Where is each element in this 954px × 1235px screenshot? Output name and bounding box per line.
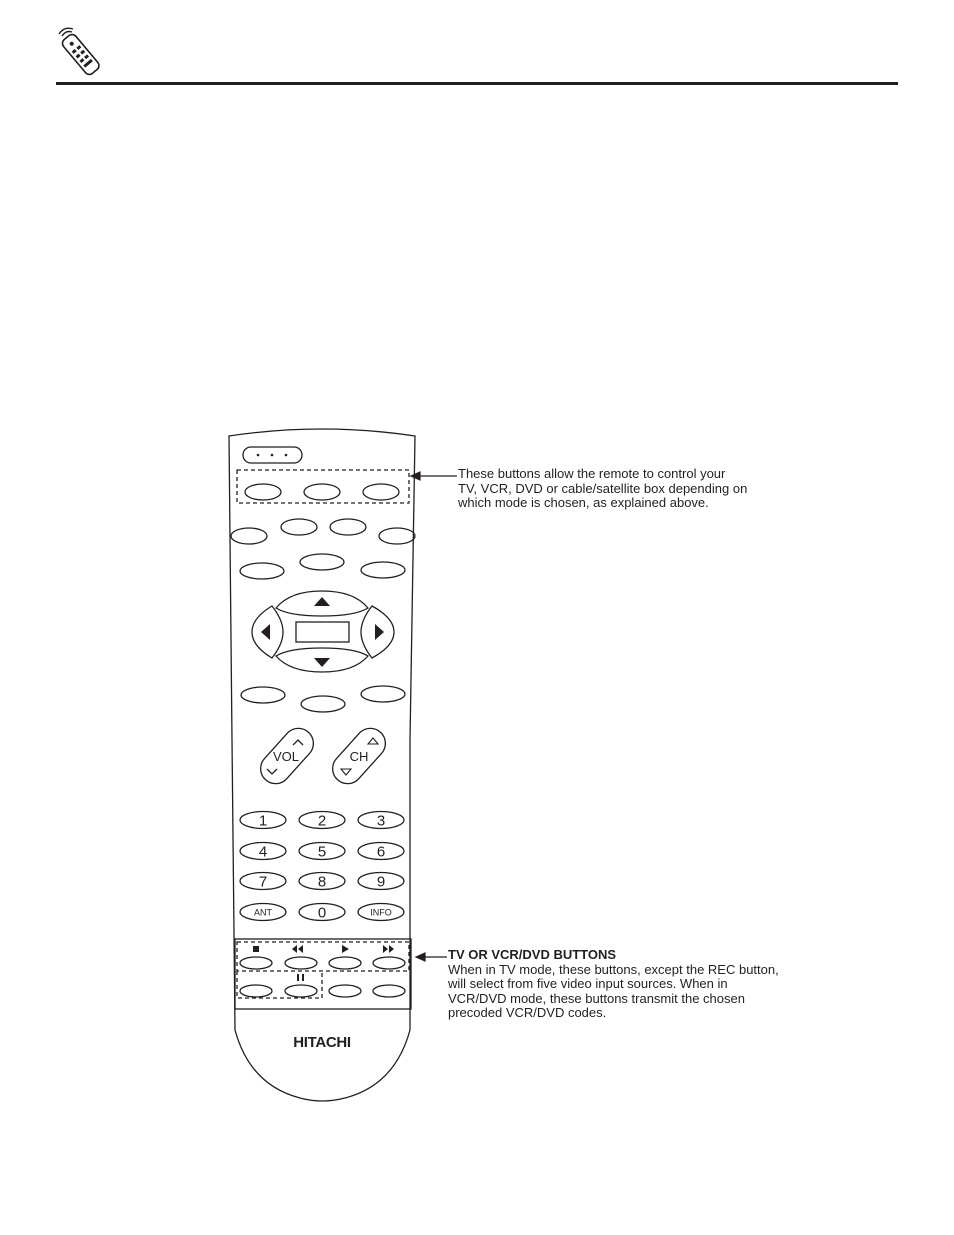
button-lower-1[interactable]: [241, 687, 285, 703]
stop-button[interactable]: [240, 957, 272, 969]
button-upper-7[interactable]: [361, 562, 405, 578]
button-upper-4[interactable]: [379, 528, 415, 544]
button-upper-3[interactable]: [330, 519, 366, 535]
button-upper-6[interactable]: [300, 554, 344, 570]
callout-mode-arrow: [411, 472, 420, 480]
callout-mode-line: which mode is chosen, as explained above.: [458, 495, 709, 510]
keypad-label: 5: [317, 843, 327, 861]
callout-tv-vcr-buttons: [448, 948, 779, 1021]
keypad-label: 1: [258, 812, 268, 830]
callout-tv-line: When in TV mode, these buttons, except the REC button,: [448, 961, 779, 977]
vol-down-icon: [267, 769, 277, 774]
dpad-select[interactable]: [296, 622, 349, 642]
rewind-button[interactable]: [285, 957, 317, 969]
mode-button-vcr[interactable]: [304, 484, 340, 500]
vol-label: VOL: [272, 749, 300, 764]
callout-tv-arrow: [416, 953, 425, 961]
mode-button-dvd[interactable]: [363, 484, 399, 500]
button-upper-5[interactable]: [240, 563, 284, 579]
ch-up-icon: [368, 738, 378, 744]
button-upper-2[interactable]: [281, 519, 317, 535]
callout-tv-line: VCR/DVD mode, these buttons transmit the chosen: [448, 990, 745, 1006]
mode-buttons-group: [237, 470, 409, 503]
dpad-right-icon: [375, 624, 384, 640]
callout-mode-line: TV, VCR, DVD or cable/satellite box depending on: [458, 480, 748, 496]
fast-forward-icon: [383, 945, 388, 953]
keypad-label: INFO: [370, 907, 392, 918]
pause-icon: [297, 974, 299, 981]
rewind-icon: [292, 945, 297, 953]
mode-button-tv[interactable]: [245, 484, 281, 500]
keypad-label: 7: [258, 873, 268, 891]
keypad-label: 9: [376, 873, 386, 891]
callout-mode-buttons: [458, 467, 747, 511]
button-lower-3[interactable]: [361, 686, 405, 702]
button-upper-1[interactable]: [231, 528, 267, 544]
play-icon: [342, 945, 349, 953]
button-lower-2[interactable]: [301, 696, 345, 712]
transport-button-7[interactable]: [329, 985, 361, 997]
callout-mode-line: These buttons allow the remote to control your: [458, 466, 726, 481]
dpad-down-icon: [314, 658, 330, 667]
transport-button-8[interactable]: [373, 985, 405, 997]
keypad-label: 0: [317, 904, 327, 922]
callout-tv-line: precoded VCR/DVD codes.: [448, 1005, 607, 1020]
keypad-label: 2: [317, 812, 327, 830]
callout-tv-title: TV OR VCR/DVD BUTTONS: [448, 947, 617, 962]
ch-label: CH: [349, 749, 369, 764]
keypad-label: 6: [376, 843, 386, 861]
transport-pause-group: [237, 971, 322, 998]
rec-button[interactable]: [240, 985, 272, 997]
callout-tv-line: will select from five video input sources. When in: [448, 976, 728, 991]
keypad-label: 8: [317, 873, 327, 891]
stop-icon: [253, 946, 259, 952]
dpad-up-icon: [314, 597, 330, 606]
play-button[interactable]: [329, 957, 361, 969]
ch-down-icon: [341, 769, 351, 775]
keypad-label: ANT: [254, 907, 272, 918]
fast-forward-button[interactable]: [373, 957, 405, 969]
keypad-label: 4: [258, 843, 268, 861]
pause-button[interactable]: [285, 985, 317, 997]
vol-up-icon: [293, 740, 303, 745]
dpad-left-icon: [261, 624, 270, 640]
keypad-label: 3: [376, 812, 386, 830]
brand-logo: HITACHI: [293, 1034, 351, 1051]
